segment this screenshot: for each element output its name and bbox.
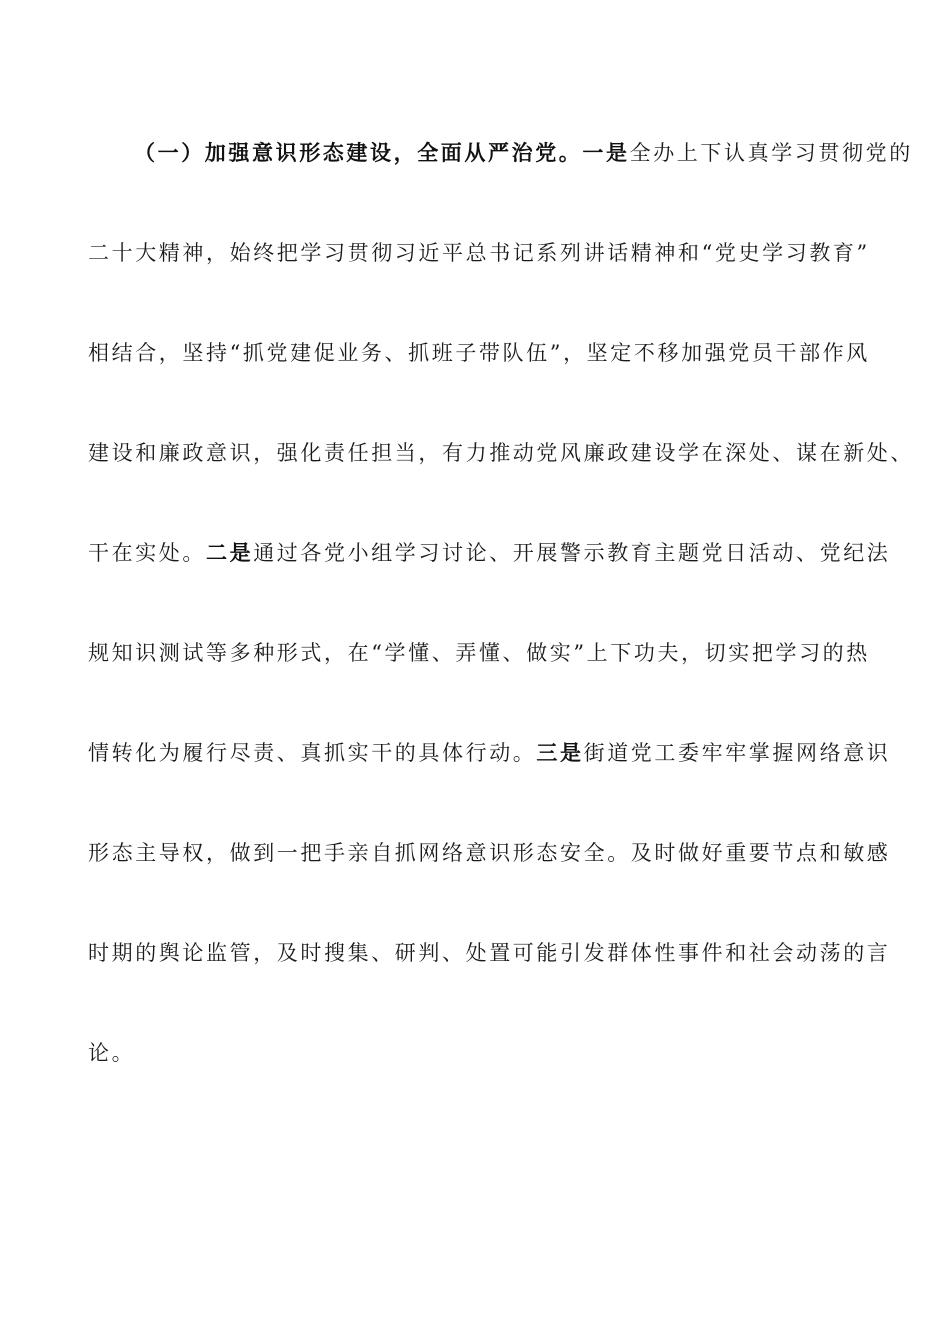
paragraph-line-8: 形态主导权，做到一把手亲自抓网络意识形态安全。及时做好重要节点和敏感 (88, 841, 891, 865)
paragraph-line-4: 建设和廉政意识，强化责任担当，有力推动党风廉政建设学在深处、谋在新处、 (88, 441, 914, 465)
paragraph-line-10: 论。 (88, 1041, 136, 1065)
section-heading: （一）加强意识形态建设，全面从严治党。 (134, 140, 583, 165)
body-text: 街道党工委牢牢掌握网络意识 (583, 741, 891, 765)
body-text: 通过各党小组学习讨论、开展警示教育主题党日活动、党纪法 (253, 541, 891, 565)
paragraph-line-9: 时期的舆论监管，及时搜集、研判、处置可能引发群体性事件和社会动荡的言 (88, 941, 891, 965)
paragraph-line-1 (134, 139, 934, 167)
paragraph-line-2: 二十大精神，始终把学习贯彻习近平总书记系列讲话精神和“党史学习教育” (88, 241, 870, 265)
point-marker-1: 一是 (582, 140, 630, 165)
body-text: 情转化为履行尽责、真抓实干的具体行动。 (88, 741, 537, 765)
body-text: 全办上下认真学习贯彻党的 (629, 141, 913, 165)
point-marker-3: 三是 (536, 740, 584, 765)
paragraph-line-5 (88, 539, 891, 567)
point-marker-2: 二是 (206, 540, 254, 565)
paragraph-line-3: 相结合，坚持“抓党建促业务、抓班子带队伍”，坚定不移加强党员干部作风 (88, 341, 870, 365)
paragraph-line-6: 规知识测试等多种形式，在“学懂、弄懂、做实”上下功夫，切实把学习的热 (88, 641, 870, 665)
paragraph-line-7 (88, 739, 891, 767)
body-text: 干在实处。 (88, 541, 206, 565)
